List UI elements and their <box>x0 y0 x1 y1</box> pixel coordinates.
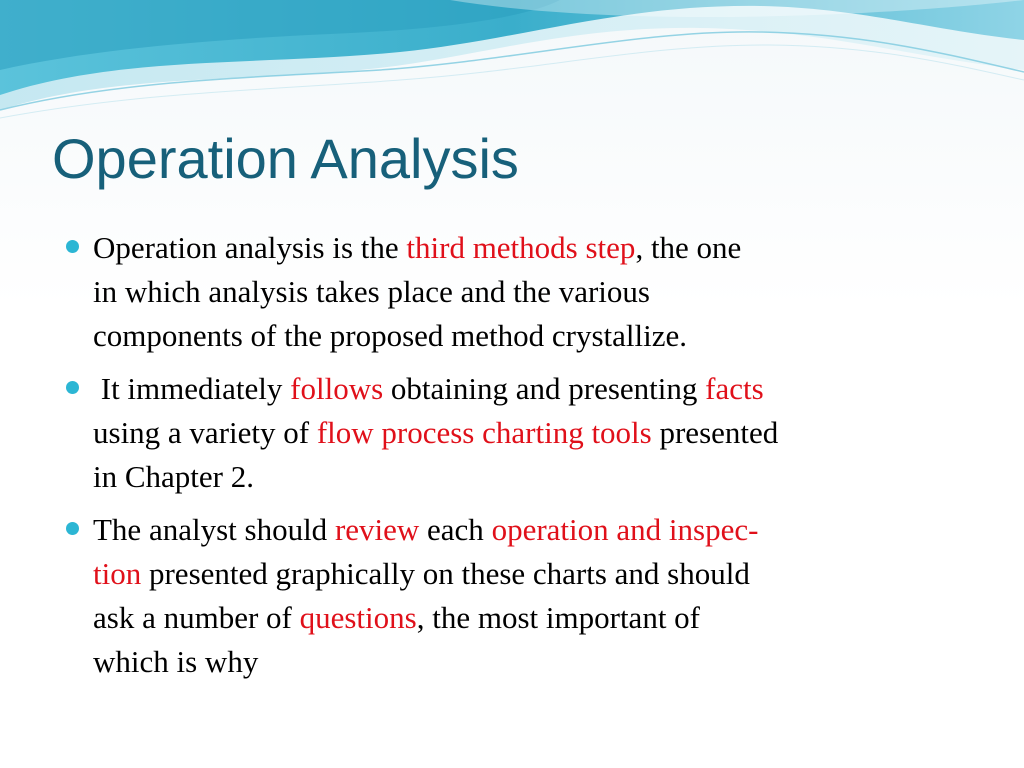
bullet-text: It immediately <box>93 371 291 406</box>
bullet-line <box>93 314 956 358</box>
bullet-text: , the most important of <box>416 600 701 635</box>
bullet-text: ask a number of <box>93 600 300 635</box>
bullet-text: The analyst should <box>93 512 335 547</box>
bullet-line <box>93 596 956 640</box>
bullet-text: in Chapter 2. <box>93 459 254 494</box>
bullet-text: each <box>419 512 492 547</box>
bullet-list <box>66 226 956 693</box>
slide-title: Operation Analysis <box>52 127 519 190</box>
bullet-text: Operation analysis is the <box>93 230 407 265</box>
bullet-text: in which analysis takes place and the various <box>93 274 650 309</box>
bullet-item <box>66 226 956 358</box>
bullet-dot-icon <box>66 240 79 253</box>
bullet-text: using a variety of <box>93 415 317 450</box>
bullet-dot-icon <box>66 381 79 394</box>
emphasized-text: tion <box>93 556 142 591</box>
emphasized-text: review <box>334 512 420 547</box>
bullet-line <box>93 367 956 411</box>
emphasized-text: third methods step <box>406 230 636 265</box>
bullet-line <box>93 411 956 455</box>
bullet-line <box>93 455 956 499</box>
bullet-text: which is why <box>93 644 259 679</box>
emphasized-text: operation and inspec- <box>491 512 759 547</box>
emphasized-text: facts <box>705 371 764 406</box>
emphasized-text: follows <box>290 371 384 406</box>
bullet-text: components of the proposed method crystallize. <box>93 318 688 353</box>
bullet-line <box>93 552 956 596</box>
emphasized-text: questions <box>299 600 417 635</box>
bullet-line <box>93 270 956 314</box>
bullet-line <box>93 226 956 270</box>
bullet-text: presented <box>651 415 779 450</box>
bullet-line <box>93 508 956 552</box>
bullet-item <box>66 367 956 499</box>
bullet-line <box>93 640 956 684</box>
bullet-dot-icon <box>66 522 79 535</box>
bullet-text: presented graphically on these charts and should <box>141 556 750 591</box>
bullet-text: , the one <box>635 230 742 265</box>
bullet-text: obtaining and presenting <box>383 371 706 406</box>
bullet-item <box>66 508 956 684</box>
emphasized-text: flow process charting tools <box>316 415 652 450</box>
header-wave-decoration <box>0 0 1024 130</box>
